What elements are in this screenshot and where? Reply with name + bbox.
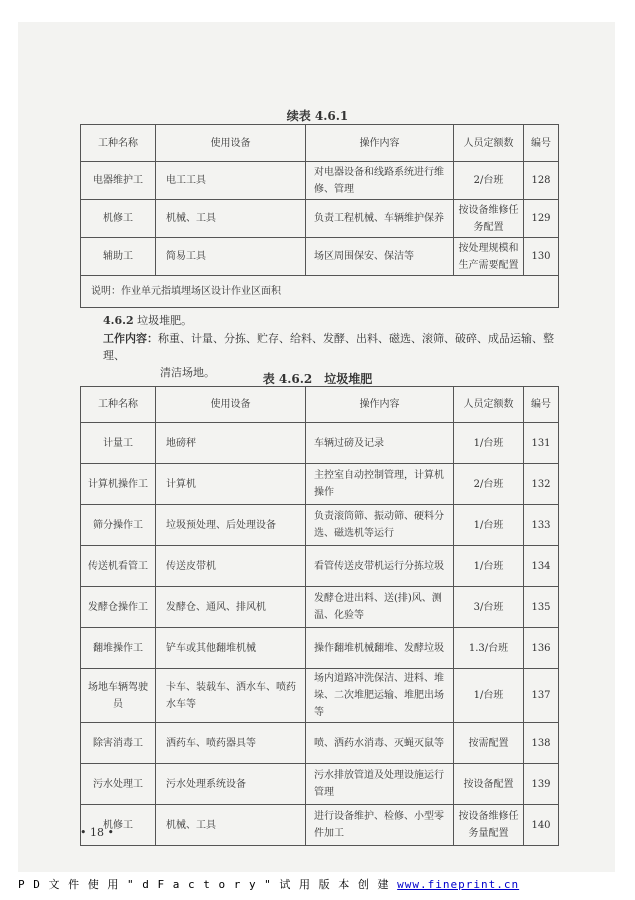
job-name: 传送机看管工: [81, 546, 156, 587]
header-cell: 人员定额数: [454, 387, 524, 423]
operation: 车辆过磅及记录: [306, 423, 454, 464]
header-cell: 编号: [524, 387, 559, 423]
job-name: 筛分操作工: [81, 505, 156, 546]
footer-watermark: [18, 876, 519, 892]
job-name: 污水处理工: [81, 764, 156, 805]
quota: 2/台班: [454, 464, 524, 505]
operation: 操作翻堆机械翻堆、发酵垃圾: [306, 628, 454, 669]
table2-caption: 表 4.6.2 垃圾堆肥: [262, 372, 373, 386]
quota: 2/台班: [454, 162, 524, 200]
footer-text: P D 文 件 使 用 " d F a c t o r y " 试 用 版 本 创 建: [18, 878, 398, 891]
operation: 喷、洒药水消毒、灭蝇灭鼠等: [306, 723, 454, 764]
table1-note: 说明：作业单元指填埋场区设计作业区面积: [81, 276, 559, 308]
operation: 场区周围保安、保洁等: [306, 238, 454, 276]
table-row: [81, 546, 559, 587]
job-name: 机修工: [81, 805, 156, 846]
job-name: 计算机操作工: [81, 464, 156, 505]
table-row: [81, 505, 559, 546]
job-name: 计量工: [81, 423, 156, 464]
quota: 按设备维修任务配置: [454, 200, 524, 238]
equipment: 发酵仓、通风、排风机: [156, 587, 306, 628]
job-name: 翻堆操作工: [81, 628, 156, 669]
job-name: 电器维护工: [81, 162, 156, 200]
section-number: 4.6.2: [103, 314, 134, 327]
table2: [80, 386, 559, 846]
item-number: 129: [524, 200, 559, 238]
equipment: 地磅秤: [156, 423, 306, 464]
header-cell: 使用设备: [156, 125, 306, 162]
item-number: 131: [524, 423, 559, 464]
quota: 1/台班: [454, 505, 524, 546]
item-number: 132: [524, 464, 559, 505]
operation: 看管传送皮带机运行分拣垃圾: [306, 546, 454, 587]
table1-caption: 续表 4.6.1: [286, 109, 349, 123]
table-row: [81, 587, 559, 628]
table1-header-row: [81, 125, 559, 162]
equipment: 垃圾预处理、后处理设备: [156, 505, 306, 546]
item-number: 140: [524, 805, 559, 846]
work-content-text-1: 称重、计量、分拣、贮存、给料、发酵、出料、磁选、滚筛、破碎、成品运输、整理、: [103, 332, 554, 362]
quota: 按设备维修任务量配置: [454, 805, 524, 846]
equipment: 污水处理系统设备: [156, 764, 306, 805]
table-row: [81, 162, 559, 200]
footer-link[interactable]: www.fineprint.cn: [397, 878, 520, 891]
job-name: 机修工: [81, 200, 156, 238]
item-number: 133: [524, 505, 559, 546]
section-title-text: 垃圾堆肥。: [137, 314, 193, 327]
quota: 1/台班: [454, 669, 524, 723]
job-name: 场地车辆驾驶员: [81, 669, 156, 723]
item-number: 138: [524, 723, 559, 764]
quota: 1.3/台班: [454, 628, 524, 669]
equipment: 卡车、装载车、洒水车、喷药水车等: [156, 669, 306, 723]
operation: 污水排放管道及处理设施运行管理: [306, 764, 454, 805]
quota: 按处理规模和生产需要配置: [454, 238, 524, 276]
equipment: 洒药车、喷药器具等: [156, 723, 306, 764]
table-row: [81, 669, 559, 723]
quota: 1/台班: [454, 423, 524, 464]
operation: 对电器设备和线路系统进行维修、管理: [306, 162, 454, 200]
table-row: [81, 423, 559, 464]
job-name: 发酵仓操作工: [81, 587, 156, 628]
item-number: 135: [524, 587, 559, 628]
header-cell: 人员定额数: [454, 125, 524, 162]
equipment: 电工工具: [156, 162, 306, 200]
operation: 负责工程机械、车辆维护保养: [306, 200, 454, 238]
section-heading: [103, 312, 192, 328]
table2-header-row: [81, 387, 559, 423]
equipment: 简易工具: [156, 238, 306, 276]
header-cell: 工种名称: [81, 125, 156, 162]
table-row: [81, 628, 559, 669]
item-number: 139: [524, 764, 559, 805]
quota: 按需配置: [454, 723, 524, 764]
work-content-text-2: 清洁场地。: [160, 366, 215, 379]
operation: 进行设备维护、检修、小型零件加工: [306, 805, 454, 846]
equipment: 机械、工具: [156, 200, 306, 238]
job-name: 除害消毒工: [81, 723, 156, 764]
equipment: 铲车或其他翻堆机械: [156, 628, 306, 669]
operation: 主控室自动控制管理，计算机操作: [306, 464, 454, 505]
job-name: 辅助工: [81, 238, 156, 276]
header-cell: 操作内容: [306, 125, 454, 162]
equipment: 传送皮带机: [156, 546, 306, 587]
table1-note-row: [81, 276, 559, 308]
equipment: 机械、工具: [156, 805, 306, 846]
operation: 负责滚筒筛、振动筛、硬料分选、磁选机等运行: [306, 505, 454, 546]
quota: 1/台班: [454, 546, 524, 587]
item-number: 134: [524, 546, 559, 587]
header-cell: 操作内容: [306, 387, 454, 423]
item-number: 136: [524, 628, 559, 669]
equipment: 计算机: [156, 464, 306, 505]
quota: 按设备配置: [454, 764, 524, 805]
table-row: [81, 764, 559, 805]
header-cell: 使用设备: [156, 387, 306, 423]
table1: [80, 124, 559, 308]
header-cell: 工种名称: [81, 387, 156, 423]
work-content-label: 工作内容：: [103, 332, 158, 345]
header-cell: 编号: [524, 125, 559, 162]
operation: 场内道路冲洗保洁、进料、堆垛、二次堆肥运输、堆肥出场等: [306, 669, 454, 723]
item-number: 128: [524, 162, 559, 200]
item-number: 137: [524, 669, 559, 723]
item-number: 130: [524, 238, 559, 276]
table-row: [81, 464, 559, 505]
table-row: [81, 723, 559, 764]
quota: 3/台班: [454, 587, 524, 628]
table-row: [81, 805, 559, 846]
table-row: [81, 200, 559, 238]
table-row: [81, 238, 559, 276]
operation: 发酵仓进出料、送(排)风、测温、化验等: [306, 587, 454, 628]
page-number: • 18 •: [80, 826, 114, 839]
